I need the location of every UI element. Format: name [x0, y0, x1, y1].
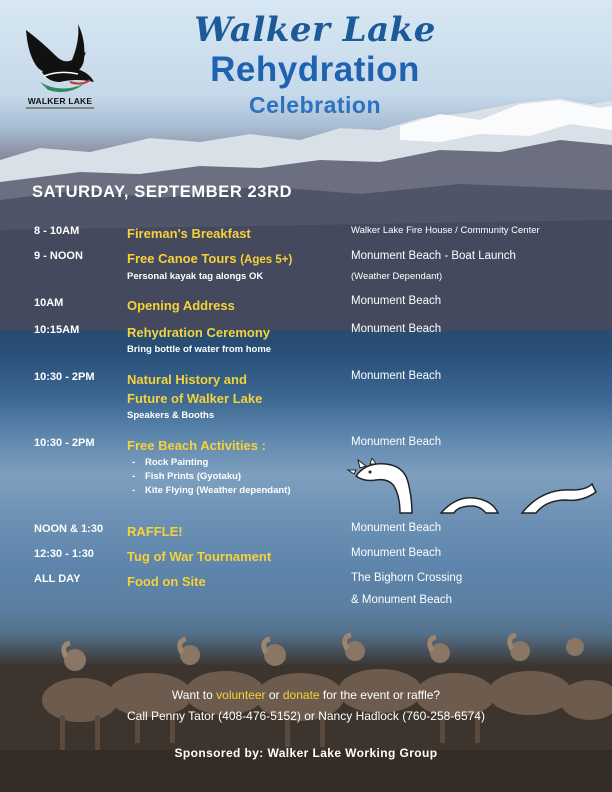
title-line-1: Walker Lake: [194, 10, 436, 50]
schedule-event: Opening Address: [127, 298, 235, 313]
schedule-time: 10:15AM: [34, 324, 80, 336]
lake-serpent-illustration: [346, 458, 606, 518]
event-date: SATURDAY, SEPTEMBER 23RD: [32, 183, 293, 201]
logo-text: WALKER LAKE: [27, 96, 93, 106]
schedule-time: ALL DAY: [34, 573, 81, 585]
activity-list-item: - Fish Prints (Gyotaku): [132, 471, 241, 482]
schedule-time: 8 - 10AM: [34, 225, 80, 237]
walker-lake-logo: [20, 20, 100, 115]
question-text: or: [265, 688, 283, 702]
schedule-event: Free Beach Activities :: [127, 438, 266, 453]
schedule-event: [127, 249, 292, 270]
schedule-time: NOON & 1:30: [34, 523, 104, 535]
schedule-event-line-1: Natural History and: [127, 372, 247, 387]
schedule-event: Rehydration Ceremony: [127, 325, 271, 340]
schedule-location: Monument Beach: [351, 522, 442, 534]
schedule-location: Monument Beach - Boat Launch: [351, 250, 516, 262]
volunteer-highlight: volunteer: [216, 688, 266, 702]
mountain-range-illustration: [0, 90, 612, 330]
schedule-location: Monument Beach: [351, 295, 442, 307]
schedule-location: Monument Beach: [351, 323, 442, 335]
title-line-2: Rehydration: [210, 50, 420, 89]
schedule-note: Personal kayak tag alongs OK: [127, 271, 264, 282]
schedule-location: Monument Beach: [351, 547, 442, 559]
sponsor-line: Sponsored by: Walker Lake Working Group: [174, 746, 438, 760]
schedule-event: Fireman's Breakfast: [127, 226, 251, 241]
schedule-time: 12:30 - 1:30: [34, 548, 94, 560]
schedule-time: 9 - NOON: [34, 250, 83, 262]
activity-list-item: - Kite Flying (Weather dependant): [132, 485, 291, 496]
schedule-time: 10AM: [34, 297, 64, 309]
schedule-event: Tug of War Tournament: [127, 549, 272, 564]
schedule-location: Walker Lake Fire House / Community Center: [351, 225, 540, 236]
schedule-note: Speakers & Booths: [127, 410, 215, 421]
loon-bird-icon: [20, 20, 100, 96]
schedule-location: Monument Beach: [351, 370, 442, 382]
logo-underline: [26, 107, 94, 109]
question-text: Want to: [171, 688, 217, 702]
activity-list-item: - Rock Painting: [132, 457, 208, 468]
question-text: for the event or raffle?: [319, 688, 441, 702]
schedule-note: Bring bottle of water from home: [127, 344, 272, 355]
donate-highlight: donate: [282, 688, 320, 702]
schedule-event-age: (Ages 5+): [240, 254, 293, 266]
schedule-time: 10:30 - 2PM: [34, 371, 95, 383]
schedule-event: Food on Site: [127, 574, 206, 589]
schedule-event: [127, 370, 262, 408]
schedule-location-note: (Weather Dependant): [351, 271, 443, 282]
schedule-event-title: Free Canoe Tours: [127, 251, 237, 266]
schedule-location: Monument Beach: [351, 436, 442, 448]
schedule-event: RAFFLE!: [127, 524, 183, 539]
schedule-event-line-2: Future of Walker Lake: [127, 391, 263, 406]
title-line-3: Celebration: [248, 92, 382, 118]
contact-info: Call Penny Tator (408-476-5152) or Nancy Hadlock (760-258-6574): [127, 709, 485, 723]
schedule-location-line-2: & Monument Beach: [351, 594, 453, 606]
volunteer-question: [0, 688, 612, 702]
schedule-location: The Bighorn Crossing: [351, 572, 463, 584]
schedule-time: 10:30 - 2PM: [34, 437, 95, 449]
